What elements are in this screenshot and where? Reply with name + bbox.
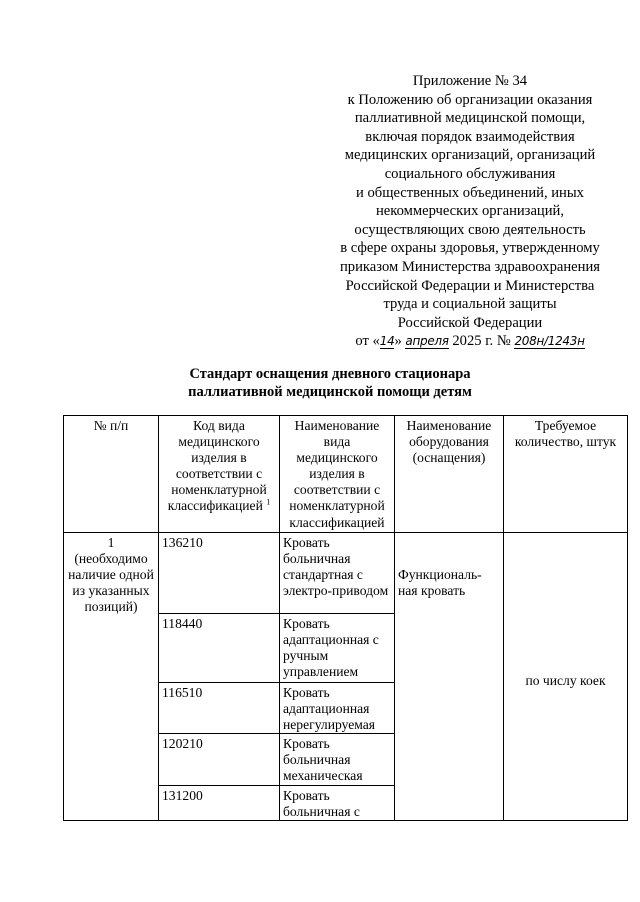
title-line-1: Стандарт оснащения дневного стационара: [189, 366, 471, 382]
appendix-line: к Положению об организации оказания: [347, 91, 593, 108]
group-number: 1: [107, 535, 115, 550]
code-cell: 116510: [159, 683, 280, 734]
appendix-line: Российской Федерации и Министерства: [345, 277, 595, 294]
header-equipment: Наименование оборудования (оснащения): [395, 416, 504, 533]
appendix-line: осуществляющих свою деятельность: [354, 221, 586, 238]
order-date-line: [320, 332, 620, 351]
year-text: 2025 г. №: [452, 333, 511, 350]
name-cell: Кровать больничная с: [280, 785, 395, 820]
code-cell: 120210: [159, 734, 280, 785]
code-cell: 131200: [159, 785, 280, 820]
appendix-line: медицинских организаций, организаций: [344, 147, 596, 164]
equipment-table: [63, 415, 628, 821]
header-name: Наименование вида медицинского изделия в соответствии с номенклатурной классификацией: [280, 416, 395, 533]
date-prefix: от «: [355, 333, 380, 350]
appendix-line: Российской Федерации: [397, 314, 543, 331]
footnote-marker: 1: [266, 497, 271, 507]
header-code: [159, 416, 280, 533]
handwritten-day: 14: [379, 334, 395, 349]
group-number-cell: [64, 533, 159, 821]
name-cell: Кровать больничная механическая: [280, 734, 395, 785]
table-header-row: [64, 416, 628, 533]
appendix-line: Приложение № 34: [412, 73, 528, 89]
header-quantity: Требуемое количество, штук: [504, 416, 628, 533]
appendix-line: паллиативной медицинской помощи,: [354, 110, 586, 127]
handwritten-order-number: 208н/1243н: [514, 334, 585, 349]
appendix-line: приказом Министерства здравоохранения: [340, 258, 600, 275]
code-cell: 118440: [159, 614, 280, 683]
title-line-2: паллиативной медицинской помощи детям: [188, 383, 472, 400]
table-row: [64, 533, 628, 614]
appendix-line: социального обслуживания: [384, 165, 556, 182]
header-number: № п/п: [64, 416, 159, 533]
document-title: [90, 366, 570, 401]
quantity-cell: по числу коек: [504, 533, 628, 821]
name-cell: Кровать больничная стандартная с электро-приводом: [280, 533, 395, 614]
handwritten-month: апреля: [405, 334, 449, 349]
name-cell: Кровать адаптационная с ручным управлением: [280, 614, 395, 683]
header-code-text: Код вида медицинского изделия в соответствии с номенклатурной классификацией: [167, 418, 267, 514]
appendix-line: некоммерческих организаций,: [375, 203, 565, 220]
appendix-header: [320, 72, 620, 351]
equipment-cell: Функциональ-ная кровать: [395, 533, 504, 821]
code-cell: 136210: [159, 533, 280, 614]
name-cell: Кровать адаптационная нерегулируемая: [280, 683, 395, 734]
appendix-line: в сфере охраны здоровья, утвержденному: [340, 240, 600, 257]
appendix-line: труда и социальной защиты: [383, 296, 557, 313]
group-note: (необходимо наличие одной из указанных позиций): [68, 551, 154, 615]
appendix-line: включая порядок взаимодействия: [365, 128, 575, 145]
appendix-line: и общественных объединений, иных: [356, 184, 584, 201]
date-mid: »: [394, 333, 402, 350]
